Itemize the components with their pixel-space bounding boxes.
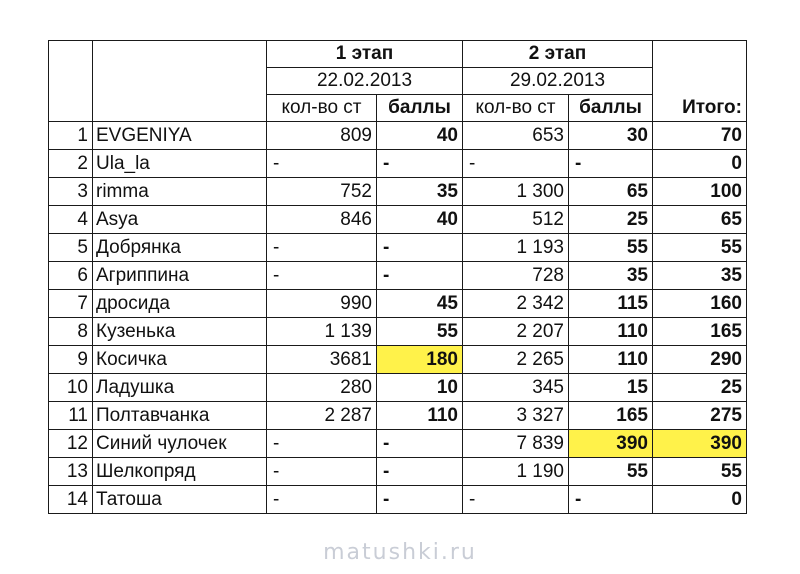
- stage2-count: 7 839: [463, 430, 569, 458]
- total-points: 70: [653, 122, 747, 150]
- participant-name: rimma: [93, 178, 267, 206]
- table-row: [49, 402, 747, 430]
- total-points: 165: [653, 318, 747, 346]
- table-row: [49, 290, 747, 318]
- stage2-count: 2 207: [463, 318, 569, 346]
- stage2-points: 390: [569, 430, 653, 458]
- row-number: 10: [49, 374, 93, 402]
- total-points: 275: [653, 402, 747, 430]
- stage1-count: 846: [267, 206, 377, 234]
- table-row: [49, 178, 747, 206]
- watermark: matushki.ru: [323, 540, 477, 565]
- row-number: 8: [49, 318, 93, 346]
- participant-name: Ula_la: [93, 150, 267, 178]
- table-row: [49, 206, 747, 234]
- stage1-points: 40: [377, 122, 463, 150]
- stage2-points: 115: [569, 290, 653, 318]
- stage2-count: 1 193: [463, 234, 569, 262]
- corner-name-cell: [93, 41, 267, 122]
- stage1-points: -: [377, 150, 463, 178]
- participant-name: Кузенька: [93, 318, 267, 346]
- stage2-date: 29.02.2013: [463, 68, 653, 95]
- stage1-points: -: [377, 262, 463, 290]
- participant-name: Синий чулочек: [93, 430, 267, 458]
- stage1-points: -: [377, 430, 463, 458]
- table-row: [49, 430, 747, 458]
- total-points: 65: [653, 206, 747, 234]
- stage1-count: -: [267, 150, 377, 178]
- table-row: [49, 262, 747, 290]
- participant-name: Агриппина: [93, 262, 267, 290]
- stage1-count: 990: [267, 290, 377, 318]
- row-number: 5: [49, 234, 93, 262]
- stage1-points: -: [377, 234, 463, 262]
- participant-name: Косичка: [93, 346, 267, 374]
- row-number: 14: [49, 486, 93, 514]
- total-points: 390: [653, 430, 747, 458]
- row-number: 7: [49, 290, 93, 318]
- stage2-count: 3 327: [463, 402, 569, 430]
- row-number: 2: [49, 150, 93, 178]
- table-row: [49, 486, 747, 514]
- table-row: [49, 458, 747, 486]
- total-points: 35: [653, 262, 747, 290]
- stage2-points: 30: [569, 122, 653, 150]
- total-points: 55: [653, 458, 747, 486]
- table-row: [49, 318, 747, 346]
- row-number: 1: [49, 122, 93, 150]
- header-row-stage: [49, 41, 747, 68]
- stage1-count-header: кол-во ст: [267, 95, 377, 122]
- stage2-count: 2 342: [463, 290, 569, 318]
- stage1-count: -: [267, 234, 377, 262]
- total-points: 290: [653, 346, 747, 374]
- stage1-count: -: [267, 486, 377, 514]
- row-number: 13: [49, 458, 93, 486]
- stage2-points: 35: [569, 262, 653, 290]
- participant-name: EVGENIYA: [93, 122, 267, 150]
- table-row: [49, 374, 747, 402]
- stage2-count: 728: [463, 262, 569, 290]
- stage1-count: -: [267, 262, 377, 290]
- stage2-points: -: [569, 150, 653, 178]
- stage1-points: 45: [377, 290, 463, 318]
- participant-name: Шелкопряд: [93, 458, 267, 486]
- row-number: 3: [49, 178, 93, 206]
- row-number: 6: [49, 262, 93, 290]
- stage2-points: 110: [569, 346, 653, 374]
- stage1-count: 2 287: [267, 402, 377, 430]
- row-number: 4: [49, 206, 93, 234]
- stage1-count: 280: [267, 374, 377, 402]
- stage2-title: 2 этап: [463, 41, 653, 68]
- stage1-date: 22.02.2013: [267, 68, 463, 95]
- stage1-count: 752: [267, 178, 377, 206]
- total-points: 55: [653, 234, 747, 262]
- stage1-count: 3681: [267, 346, 377, 374]
- results-sheet: [48, 40, 747, 514]
- stage2-count: 512: [463, 206, 569, 234]
- stage2-count: 345: [463, 374, 569, 402]
- stage1-count: -: [267, 430, 377, 458]
- stage1-points: 180: [377, 346, 463, 374]
- total-points: 160: [653, 290, 747, 318]
- stage1-points: -: [377, 486, 463, 514]
- participant-name: Добрянка: [93, 234, 267, 262]
- stage2-points: 165: [569, 402, 653, 430]
- table-row: [49, 122, 747, 150]
- participant-name: Полтавчанка: [93, 402, 267, 430]
- stage2-count: 1 300: [463, 178, 569, 206]
- stage2-count: -: [463, 150, 569, 178]
- stage2-count: -: [463, 486, 569, 514]
- stage2-count-header: кол-во ст: [463, 95, 569, 122]
- stage1-count: 809: [267, 122, 377, 150]
- total-points: 0: [653, 150, 747, 178]
- stage2-points: 55: [569, 458, 653, 486]
- table-row: [49, 346, 747, 374]
- row-number: 11: [49, 402, 93, 430]
- table-body: [49, 41, 747, 514]
- total-points: 25: [653, 374, 747, 402]
- stage1-points: 110: [377, 402, 463, 430]
- stage2-points: -: [569, 486, 653, 514]
- stage2-points: 15: [569, 374, 653, 402]
- participant-name: Татоша: [93, 486, 267, 514]
- stage2-points: 25: [569, 206, 653, 234]
- table-row: [49, 150, 747, 178]
- row-number: 12: [49, 430, 93, 458]
- total-header: Итого:: [653, 41, 747, 122]
- stage1-points: 35: [377, 178, 463, 206]
- stage1-points: 40: [377, 206, 463, 234]
- total-points: 0: [653, 486, 747, 514]
- stage1-count: 1 139: [267, 318, 377, 346]
- stage2-count: 2 265: [463, 346, 569, 374]
- stage1-points: 55: [377, 318, 463, 346]
- stage1-points-header: баллы: [377, 95, 463, 122]
- stage2-points: 110: [569, 318, 653, 346]
- stage2-points-header: баллы: [569, 95, 653, 122]
- stage1-count: -: [267, 458, 377, 486]
- stage2-count: 653: [463, 122, 569, 150]
- table-row: [49, 234, 747, 262]
- results-table: [48, 40, 747, 514]
- participant-name: Asya: [93, 206, 267, 234]
- total-points: 100: [653, 178, 747, 206]
- participant-name: дросида: [93, 290, 267, 318]
- stage2-count: 1 190: [463, 458, 569, 486]
- participant-name: Ладушка: [93, 374, 267, 402]
- stage1-points: -: [377, 458, 463, 486]
- corner-num-cell: [49, 41, 93, 122]
- stage2-points: 55: [569, 234, 653, 262]
- row-number: 9: [49, 346, 93, 374]
- stage1-points: 10: [377, 374, 463, 402]
- stage1-title: 1 этап: [267, 41, 463, 68]
- stage2-points: 65: [569, 178, 653, 206]
